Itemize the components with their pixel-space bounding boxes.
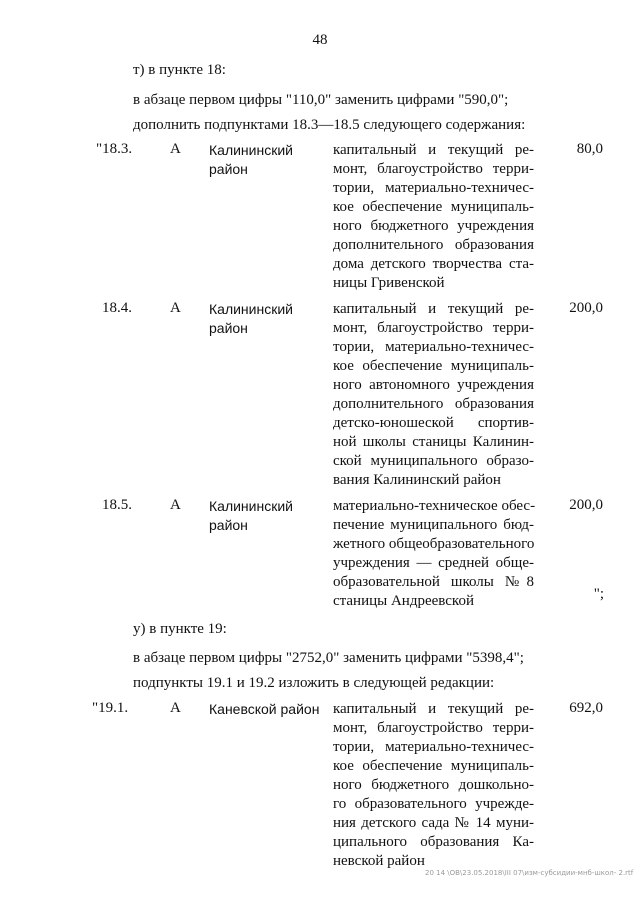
row-amount: 692,0 bbox=[569, 700, 603, 716]
description-line: тории, материально-техничес- bbox=[333, 339, 534, 355]
row-number: 18.5. bbox=[102, 497, 132, 513]
description-line: материально-техническое обес- bbox=[333, 498, 536, 514]
section-u-heading: у) в пункте 19: bbox=[133, 621, 227, 637]
description-line: вания Калининский район bbox=[333, 472, 501, 488]
row-district: Каневской район bbox=[209, 701, 320, 717]
description-line: детско-юношеской спортив- bbox=[333, 415, 534, 431]
row-number: 18.4. bbox=[102, 300, 132, 316]
row-description bbox=[333, 497, 534, 611]
description-line: монт, благоустройство терри- bbox=[333, 720, 534, 736]
row-category: А bbox=[170, 700, 181, 716]
row-description bbox=[333, 700, 534, 871]
section-t-heading: т) в пункте 18: bbox=[133, 62, 226, 78]
description-line: тории, материально-техничес- bbox=[333, 180, 534, 196]
description-line: го образовательного учрежде- bbox=[333, 796, 534, 812]
description-line: капитальный и текущий ре- bbox=[333, 301, 534, 317]
description-line: ного бюджетного дошкольно- bbox=[333, 777, 534, 793]
section-t-line2: дополнить подпунктами 18.3—18.5 следующего содержания: bbox=[133, 117, 526, 133]
description-line: ной школы станицы Калинин- bbox=[333, 434, 534, 450]
description-line: ципального образования Ка- bbox=[333, 834, 534, 850]
description-line: ницы Гривенской bbox=[333, 275, 445, 291]
row-category: А bbox=[170, 141, 181, 157]
row-amount: 200,0 bbox=[569, 497, 603, 513]
row-district: Калининский район bbox=[209, 142, 293, 177]
description-line: ного автономного учреждения bbox=[333, 377, 534, 393]
description-line: капитальный и текущий ре- bbox=[333, 142, 534, 158]
description-line: кое обеспечение муниципаль- bbox=[333, 199, 534, 215]
description-line: ской муниципального образо- bbox=[333, 453, 534, 469]
page-number: 48 bbox=[312, 32, 328, 48]
description-line: невской район bbox=[333, 853, 425, 869]
row-description bbox=[333, 141, 534, 293]
description-line: ния детского сада № 14 муни- bbox=[333, 815, 534, 831]
file-path-stamp: 20 14 \OB\23.05.2018\III 07\изм-субсидии-мнб-школ- 2.rtf bbox=[425, 869, 634, 877]
row-district: Калининский район bbox=[209, 301, 293, 336]
description-line: дома детского творчества ста- bbox=[333, 256, 534, 272]
row-number: "18.3. bbox=[96, 141, 133, 157]
description-line: образовательной школы №8 bbox=[333, 574, 534, 590]
row-category: А bbox=[170, 300, 181, 316]
section-u-line1: в абзаце первом цифры "2752,0" заменить цифрами "5398,4"; bbox=[133, 650, 524, 666]
section-t-line1: в абзаце первом цифры "110,0" заменить цифрами "590,0"; bbox=[133, 92, 509, 108]
description-line: капитальный и текущий ре- bbox=[333, 701, 534, 717]
description-line: печение муниципального бюд- bbox=[333, 517, 534, 533]
row-amount: 80,0 bbox=[576, 141, 603, 157]
description-line: тории, материально-техничес- bbox=[333, 739, 534, 755]
row-description bbox=[333, 300, 534, 490]
description-line: монт, благоустройство терри- bbox=[333, 320, 534, 336]
row-number: "19.1. bbox=[92, 700, 129, 716]
description-line: станицы Андреевской bbox=[333, 593, 474, 609]
description-line: кое обеспечение муниципаль- bbox=[333, 758, 534, 774]
row-district: Калининский район bbox=[209, 498, 293, 533]
description-line: дополнительного образования bbox=[333, 396, 534, 412]
row-amount: 200,0 bbox=[569, 300, 603, 316]
description-line: жетного общеобразовательного bbox=[333, 536, 535, 552]
description-line: монт, благоустройство терри- bbox=[333, 161, 534, 177]
description-line: учреждения — средней обще- bbox=[333, 555, 534, 571]
description-line: дополнительного образования bbox=[333, 237, 534, 253]
description-line: ного бюджетного учреждения bbox=[333, 218, 534, 234]
row-category: А bbox=[170, 497, 181, 513]
section-u-line2: подпункты 19.1 и 19.2 изложить в следующей редакции: bbox=[133, 675, 495, 691]
description-line: кое обеспечение муниципаль- bbox=[333, 358, 534, 374]
closing-quote: "; bbox=[593, 586, 604, 602]
